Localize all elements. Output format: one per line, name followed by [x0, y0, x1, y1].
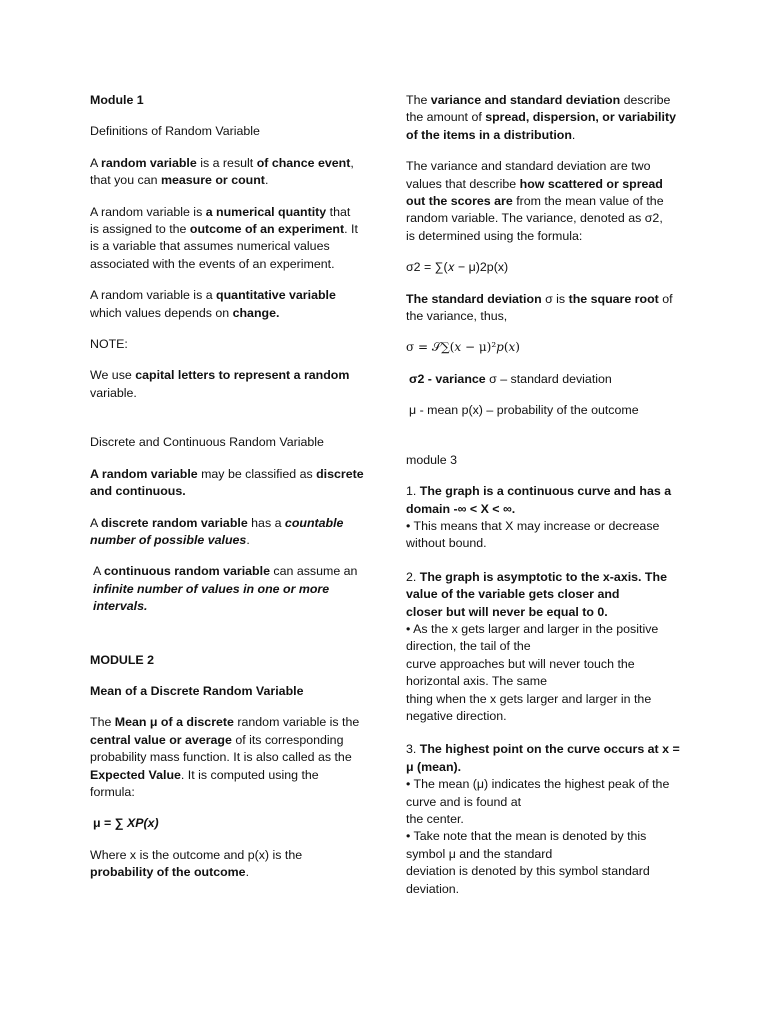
standard-deviation-formula: σ = 𝒮∑(𝑥 − μ)²𝑝(𝑥)	[406, 340, 520, 355]
definitions-heading: Definitions of Random Variable	[90, 124, 260, 139]
variance-description-paragraph: The variance and standard deviation are two values that describe how scattered or spread out the scores are from the mean value of the random variable. The variance, denoted as σ2, is determined using the formula:	[406, 159, 664, 243]
property-item-2: 2. The graph is asymptotic to the x-axis. The value of the variable gets closer and closer but will never be equal to 0. • As the x gets larger and larger in the positive direction, the tail of the curve approaches but will never touch the horizontal axis. The same thing when the x gets larger and larger in the negative direction.	[406, 569, 667, 723]
discrete-paragraph: A discrete random variable has a countable number of possible values.	[90, 515, 344, 547]
property-item-3: 3. The highest point on the curve occurs at x = μ (mean). • The mean (μ) indicates the highest peak of the curve and is found at the center. • Take note that the mean is denoted by this symbol μ and the standard deviation is denoted by this symbol standard deviation.	[406, 742, 680, 896]
property-item-1: 1. The graph is a continuous curve and has a domain -∞ < X < ∞. • This means that X may increase or decrease without bound.	[406, 484, 672, 551]
definition-paragraph-3: A random variable is a quantitative variable which values depends on change.	[90, 288, 336, 320]
module-1-heading: Module 1	[90, 93, 144, 107]
left-column	[90, 92, 372, 896]
outcome-paragraph: Where x is the outcome and p(x) is the probability of the outcome.	[90, 847, 303, 880]
classification-paragraph: A random variable may be classified as discrete and continuous.	[90, 466, 364, 499]
symbol-legend-1: σ2 - variance σ – standard deviation	[409, 371, 612, 386]
standard-deviation-paragraph: The standard deviation σ is the square root of the variance, thus,	[406, 291, 673, 324]
mean-heading: Mean of a Discrete Random Variable	[90, 683, 304, 698]
mean-paragraph: The Mean μ of a discrete random variable is the central value or average of its corresponding probability mass function. It is also called as the Expected Value. It is computed using the formula:	[90, 715, 360, 799]
continuous-paragraph: A continuous random variable can assume an infinite number of values in one or more intervals.	[93, 564, 358, 614]
module-2-heading: MODULE 2	[90, 652, 155, 667]
discrete-continuous-heading: Discrete and Continuous Random Variable	[90, 435, 324, 450]
note-paragraph: We use capital letters to represent a random variable.	[90, 368, 350, 400]
variance-formula: σ2 = ∑(𝑥 − μ)2p(x)	[406, 260, 509, 275]
right-column	[406, 92, 686, 912]
note-label: NOTE:	[90, 337, 128, 352]
definition-paragraph-1: A random variable is a result of chance event, that you can measure or count.	[90, 155, 354, 188]
definition-paragraph-2: A random variable is a numerical quantity that is assigned to the outcome of an experiment. It is a variable that assumes numerical values associated with the events of an experiment.	[90, 204, 358, 271]
module-3-heading: module 3	[406, 452, 457, 467]
variance-intro-paragraph: The variance and standard deviation describe the amount of spread, dispersion, or variability of the items in a distribution.	[406, 93, 676, 142]
symbol-legend-2: μ - mean p(x) – probability of the outcome	[409, 403, 639, 418]
mean-formula: μ = ∑ XP(x)	[93, 816, 159, 831]
